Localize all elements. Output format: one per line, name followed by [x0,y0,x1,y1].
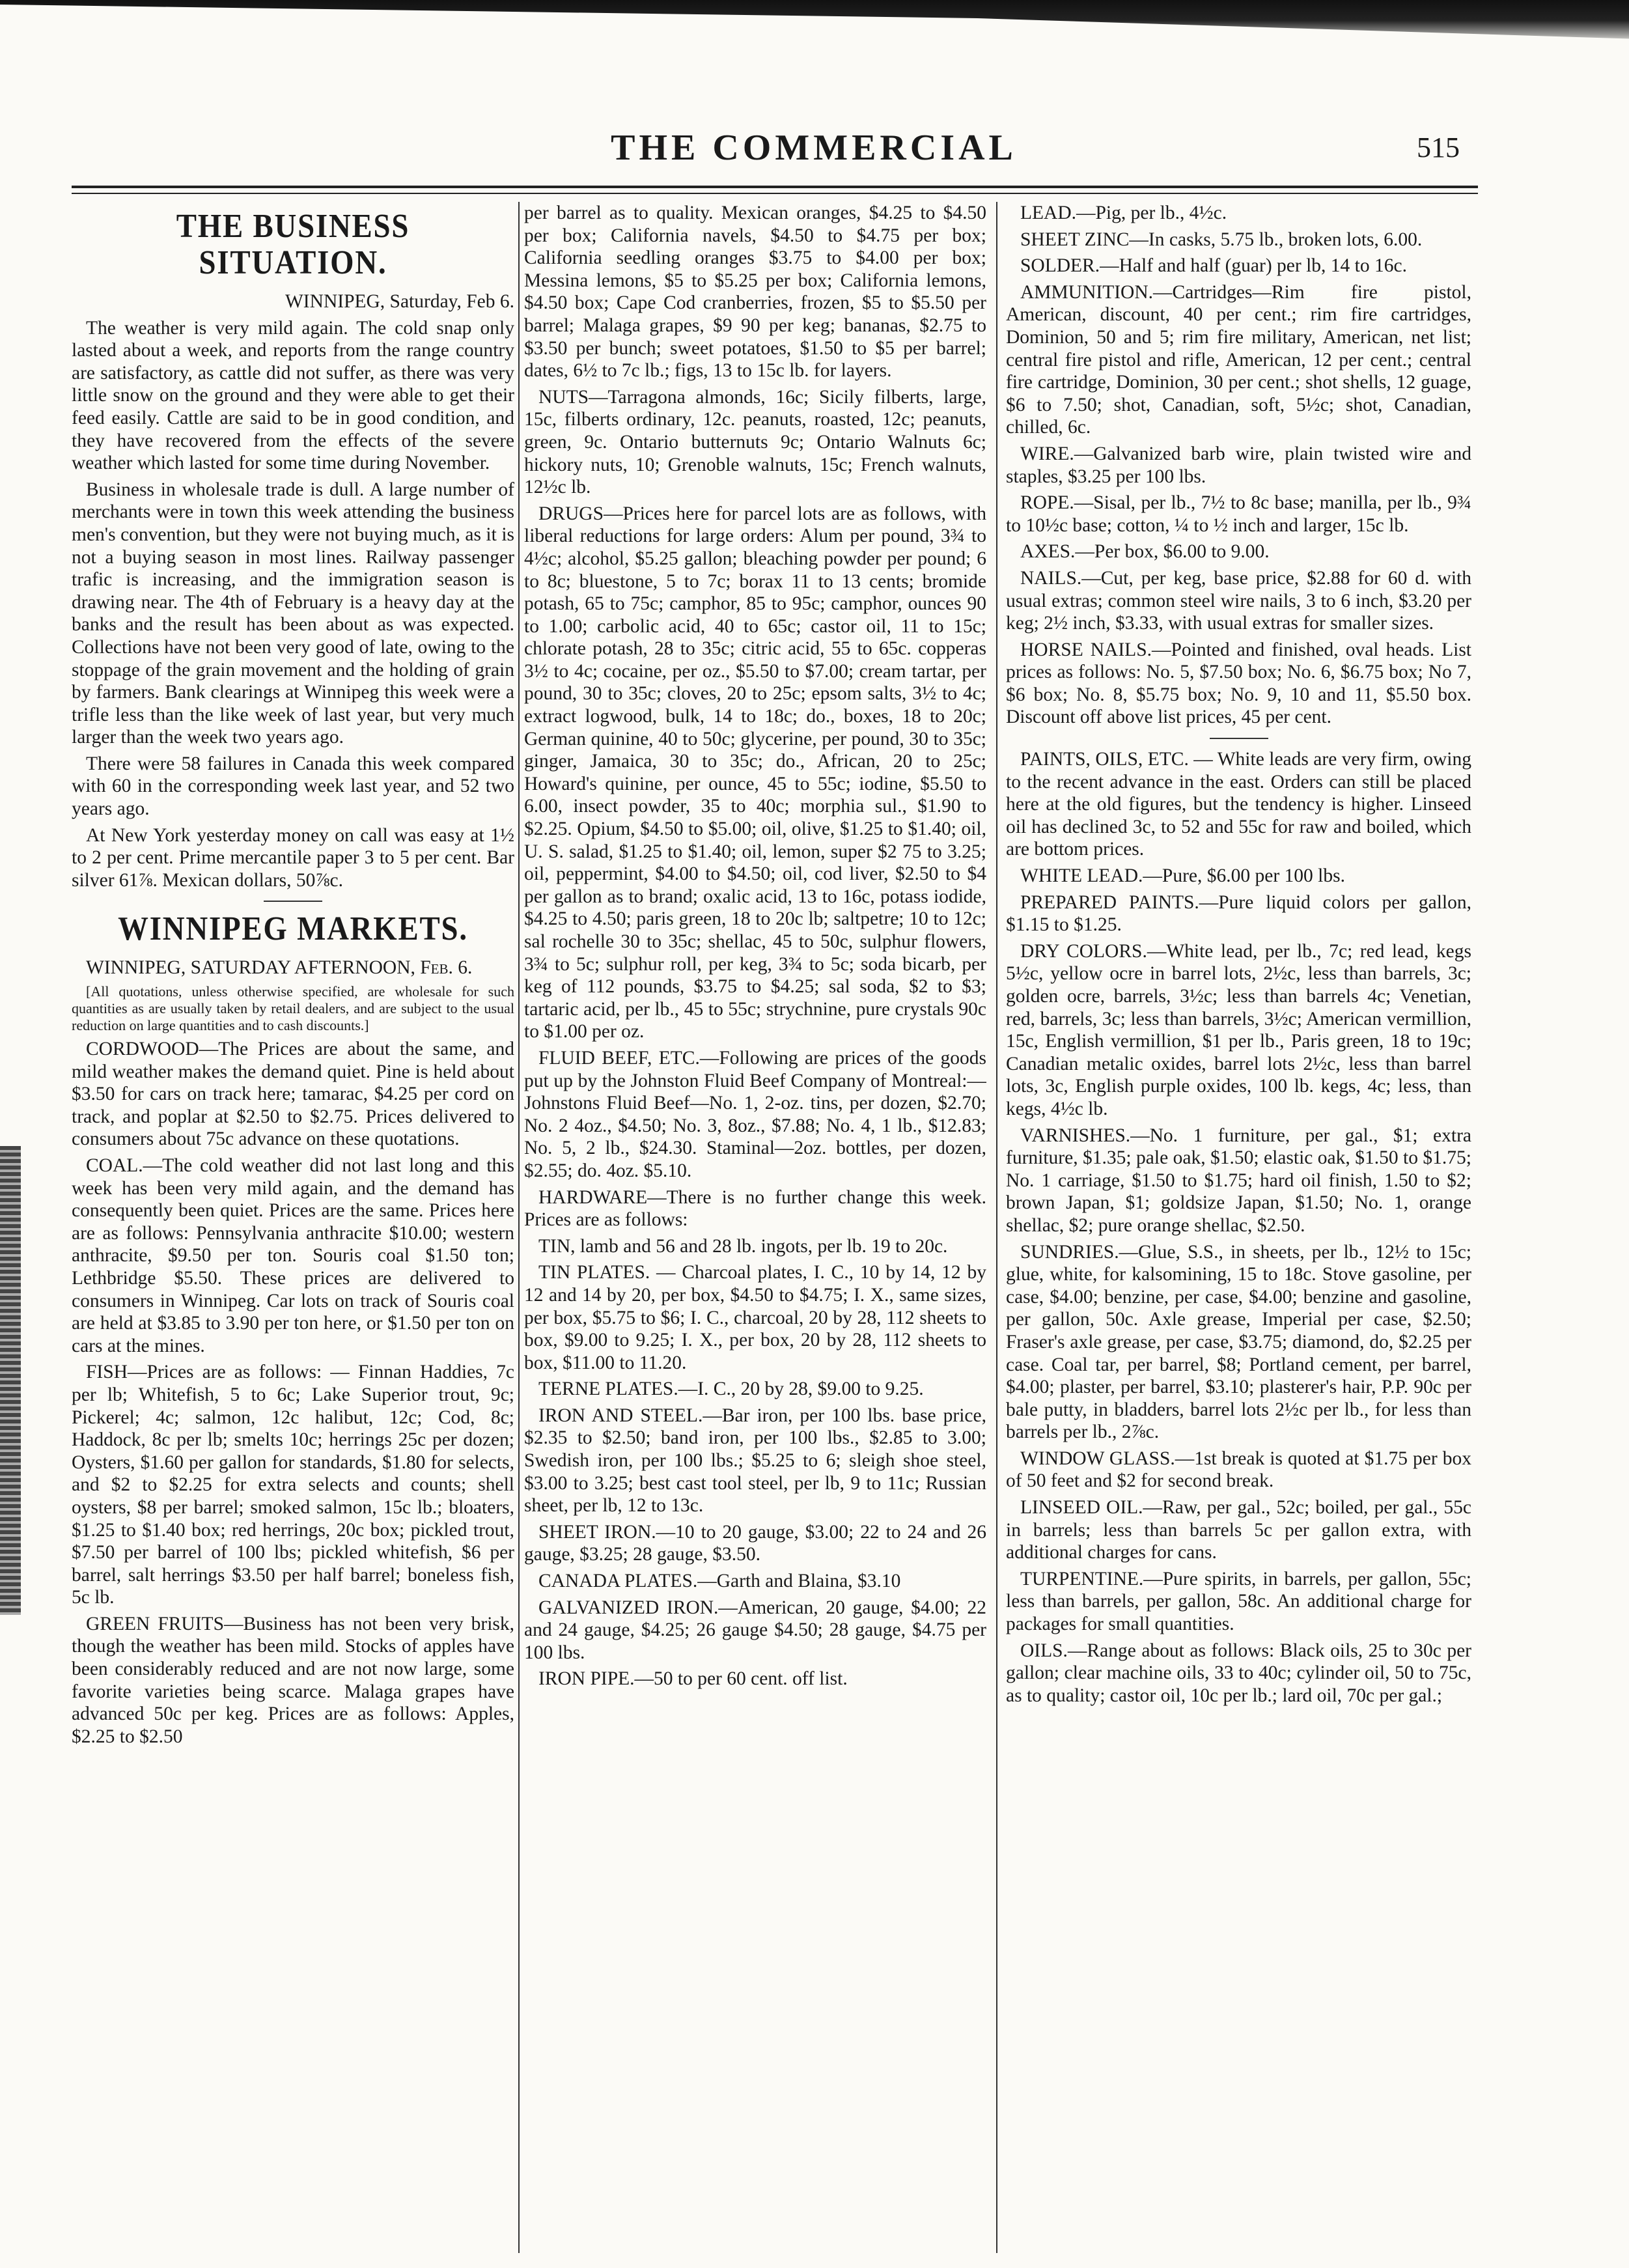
dateline: WINNIPEG, SATURDAY AFTERNOON, Feb. 6. [86,957,473,979]
paragraph: The weather is very mild again. The cold snap only lasted about a week, and reports from the range country are satisfactory, as cattle did not suffer, as there was very little snow on the ground and they were able to get their feed easily. Cattle are said to be in good condition, and they have recovered from the effects of the severe weather which lasted for some time during November. [72,317,514,474]
market-entry-window-glass: WINDOW GLASS.—1st break is quoted at $1.75 per box of 50 feet and $2 for second break. [1006,1448,1471,1492]
market-entry-tin: TIN, lamb and 56 and 28 lb. ingots, per lb. 19 to 20c. [538,1235,948,1257]
market-entry-iron-steel: IRON AND STEEL.—Bar iron, per 100 lbs. base price, $2.35 to $2.50; band iron, per 100 lbs., $2.85 to 3.00; Swedish iron, per 100 lbs.; $5.25 to 6; sleigh shoe steel, $3.00 to 3.25; best cast tool steel, per lb, 9 to 11c; Russian sheet, per lb, 12 to 13c. [524,1405,986,1517]
section-heading-business-situation: THE BUSINESS SITUATION. [176,208,410,281]
section-heading-winnipeg-markets: WINNIPEG MARKETS. [118,910,468,948]
market-entry-white-lead: WHITE LEAD.—Pure, $6.00 per 100 lbs. [1020,865,1345,887]
market-entry-solder: SOLDER.—Half and half (guar) per lb, 14 to 16c. [1020,255,1407,277]
market-entry-canada-plates: CANADA PLATES.—Garth and Blaina, $3.10 [538,1571,901,1592]
market-entry-hardware: HARDWARE—There is no further change this week. Prices are as follows: [524,1186,986,1231]
market-entry-lead: LEAD.—Pig, per lb., 4½c. [1020,203,1227,223]
market-entry-drugs: DRUGS—Prices here for parcel lots are as follows, with liberal reductions for large orders: Alum per pound, 3¾ to 4½c; alcohol, $5.25 gallon; bleaching powder per pound; 6 to 8c; bluestone, 5 to 7c; borax 11 to 13 cents; bromide potash, 65 to 75c; camphor, 85 to 95c; camphor, ounces 90 to 1.00; carbolic acid, 40 to 65c; castor oil, 11 to 15c; chlorate potash, 28 to 35c; citric acid, 55 to 65c. copperas 3½ to 4c; cocaine, per oz., $5.50 to $7.00; cream tartar, per pound, 30 to 35c; cloves, 20 to 25c; epsom salts, 3½ to 4c; extract logwood, bulk, 14 to 18c; do., boxes, 18 to 20c; German quinine, 40 to 50c; glycerine, per pound, 30 to 35c; ginger, Jamaica, 30 to 35c; do., African, 20 to 25c; Howard's quinine, per ounce, 45 to 55c; iodine, $5.50 to 6.00, insect powder, 35 to 40c; morphia sul., $1.90 to $2.25. Opium, $4.50 to $5.00; oil, olive, $1.25 to $1.40; oil, U. S. salad, $1.25 to $1.40; oil, lemon, super $2 75 to 3.25; oil, peppermint, $4.00 to $4.50; oil, cod liver, $2.50 to $4 per gallon as to brand; oxalic acid, 13 to 16c, potass iodide, $4.25 to 4.50; paris green, 18 to 20c lb; saltpetre; 10 to 12c; sal rochelle 30 to 35c; shellac, 45 to 50c, sulphur flowers, 3¾ to 5c; sulphur roll, per keg, 3¾ to 5c; soda bicarb, per keg of 112 pounds, $3.75 to $4.25; sal soda, $2 to $3; tartaric acid, per lb., 45 to 55c; strychnine, pure crystals 90c to $1.00 per oz. [524,503,986,1043]
market-entry-rope: ROPE.—Sisal, per lb., 7½ to 8c base; manilla, per lb., 9¾ to 10½c base; cotton, ¼ to ½ inch and larger, 15c lb. [1006,492,1471,536]
column-divider [996,202,997,2253]
market-entry-sundries: SUNDRIES.—Glue, S.S., in sheets, per lb., 12½ to 15c; glue, white, for kalsomining, 15 to 18c. Stove gasoline, per case, $4.00; benzine, per case, $4.00; benzine and gasoline, per gallon, 50c. Axle grease, Imperial per case, $2.50; Fraser's axle grease, per case, $3.75; diamond, do, $2.25 per case. Coal tar, per barrel, $8; Portland cement, per barrel, $4.00; plaster, per barrel, $3.10; plasterer's hair, P.P. 90c per bale putty, in bladders, barrel lots 2½c per lb., for less than barrels per lb., 2⅞c. [1006,1241,1471,1443]
market-entry-iron-pipe: IRON PIPE.—50 to per 60 cent. off list. [538,1668,848,1690]
market-entry-prepared-paints: PREPARED PAINTS.—Pure liquid colors per gallon, $1.15 to $1.25. [1006,891,1471,936]
market-entry-terne-plates: TERNE PLATES.—I. C., 20 by 28, $9.00 to 9.25. [538,1379,924,1400]
page-top-scan-edge [0,0,1629,46]
masthead-title: THE COMMERCIAL [611,128,1017,168]
market-entry-dry-colors: DRY COLORS.—White lead, per lb., 7c; red lead, kegs 5½c, yellow ocre in barrel lots, 2½c, less than barrels, 3c; golden ocre, barrels, 3½c; less than barrels 4c; Venetian, red, barrels, 3c; less than barrels, 3½c; American vermillion, 15c, English vermillion, $1 per lb., Paris green, 18 to 19c; Canadian metalic oxides, barrel lots 2½c, less than barrel lots, 3c, English purple oxides, 100 lb. kegs, 4c; less, than kegs, 4½c lb. [1006,940,1471,1119]
paragraph: There were 58 failures in Canada this week compared with 60 in the corresponding week last year, and 52 two years ago. [72,753,514,820]
market-entry-fish: FISH—Prices are as follows: — Finnan Haddies, 7c per lb; Whitefish, 5 to 6c; Lake Superior trout, 9c; Pickerel; 4c; salmon, 12c halibut, 12c; Cod, 8c; Haddock, 8c per lb; smelts 10c; herrings 25c per dozen; Oysters, $1.60 per gallon for standards, $1.80 for selects, and $2 to $2.25 for extra selects and counts; shell oysters, $8 per barrel; smoked salmon, 15c lb.; bloaters, $1.25 to $1.40 box; red herrings, 20c box; pickled trout, $7.50 per barrel of 100 lbs; pickled whitefish, $6 per barrel, salt herrings $3.50 per half barrel; boneless fish, 5c lb. [72,1362,514,1608]
market-entry-sheet-zinc: SHEET ZINC—In casks, 5.75 lb., broken lots, 6.00. [1020,229,1423,250]
market-entry-ammunition: AMMUNITION.—Cartridges—Rim fire pistol, American, discount, 40 per cent.; rim fire cartridges, Dominion, 50 and 5; rim fire military, American, net list; central fire pistol and rifle, American, 12 per cent.; central fire cartridge, Dominion, 30 per cent.; shot shells, 12 guage, $6 to 7.50; shot, Canadian, soft, 5½c; shot, Canadian, chilled, 6c. [1006,281,1471,438]
market-entry-tin-plates: TIN PLATES. — Charcoal plates, I. C., 10 by 14, 12 by 12 and 14 by 20, per box, $4.50 to $4.75; I. X., same sizes, per box, $5.75 to $6; I. C., charcoal, 20 by 28, 112 sheets to box, $9.00 to 9.25; I. X., per box, 20 by 28, 112 sheets to box, $11.00 to 11.20. [524,1262,986,1373]
divider [264,901,322,902]
column-1 [72,202,514,2253]
market-entry-varnishes: VARNISHES.—No. 1 furniture, per gal., $1; extra furniture, $1.35; pale oak, $1.50; elastic oak, $1.50 to $1.75; No. 1 carriage, $1.50 to $1.75; hard oil finish, 1.50 to $2; brown Japan, $1; goldsize Japan, $1.50; No. 1, orange shellac, $2; pure orange shellac, $2.50. [1006,1125,1471,1236]
market-entry-turpentine: TURPENTINE.—Pure spirits, in barrels, per gallon, 55c; less than barrels, per gallon, 58c. An additional charge for packages for small quantities. [1006,1568,1471,1635]
market-entry-nuts: NUTS—Tarragona almonds, 16c; Sicily filberts, large, 15c, filberts ordinary, 12c. peanuts, roasted, 12c; peanuts, green, 9c. Ontario butternuts 9c; Ontario Walnuts 6c; hickory nuts, 10; Grenoble walnuts, 15c; French walnuts, 12½c lb. [524,386,986,498]
column-2 [524,202,986,2253]
column-divider [518,202,520,2253]
paragraph: At New York yesterday money on call was easy at 1½ to 2 per cent. Prime mercantile paper 3 to 5 per cent. Bar silver 61⅞. Mexican dollars, 50⅞c. [72,824,514,891]
market-entry-nails: NAILS.—Cut, per keg, base price, $2.88 for 60 d. with usual extras; common steel wire nails, 3 to 6 inch, $3.20 per keg; 2½ inch, $3.33, with usual extras for smaller sizes. [1006,567,1471,634]
divider [1210,738,1268,739]
market-entry-paints: PAINTS, OILS, ETC. — White leads are very firm, owing to the recent advance in the east. Orders can still be placed here at the old figures, but the tendency is higher. Linseed oil has declined 3c, to 52 and 55c for raw and boiled, which are bottom prices. [1006,749,1471,860]
masthead [0,127,1629,173]
market-entry-sheet-iron: SHEET IRON.—10 to 20 gauge, $3.00; 22 to 24 and 26 gauge, $3.25; 28 gauge, $3.50. [524,1521,986,1565]
market-entry-coal: COAL.—The cold weather did not last long and this week has been very mild again, and the demand has consequently been quiet. Prices are the same. Prices here are as follows: Pennsylvania anthracite $10.00; western anthracite, $9.50 per ton. Souris coal $1.50 ton; Lethbridge $5.50. These prices are delivered to consumers in Winnipeg. Car lots on track of Souris coal are held at $3.85 to 3.90 per ton here, or $1.50 per ton on cars at the mines. [72,1155,514,1356]
market-entry-fruits-cont: per barrel as to quality. Mexican oranges, $4.25 to $4.50 per box; California navels, $4.50 to $4.75 per box; California seedling oranges $3.75 to $4.00 per box; Messina lemons, $5 to $5.25 per box; California lemons, $4.50 box; Cape Cod cranberries, frozen, $5 to $5.50 per barrel; Malaga grapes, $9 90 per keg; bananas, $2.75 to $3.50 per bunch; sweet potatoes, $1.50 to $5 per barrel; dates, 6½ to 7c lb.; figs, 13 to 15c lb. for layers. [524,203,986,382]
paragraph: Business in wholesale trade is dull. A large number of merchants were in town this week attending the business men's convention, but they were not buying much, as it is not a buying season in most lines. Railway passenger trafic is increasing, and the immigration season is drawing near. The 4th of February is a heavy day at the banks and the result has been about as was expected. Collections have not been very good of late, owing to the stoppage of the grain movement and the holding of grain by farmers. Bank clearings at Winnipeg this week were a trifle less than the like week of last year, but very much larger than the week two years ago. [72,479,514,748]
masthead-rule-thin [72,193,1478,194]
market-entry-oils: OILS.—Range about as follows: Black oils, 25 to 30c per gallon; clear machine oils, 33 to 40c; cylinder oil, 50 to 75c, as to quality; castor oil, 10c per lb.; lard oil, 70c per gal.; [1006,1640,1471,1706]
page-number: 515 [1417,132,1460,163]
market-entry-green-fruits: GREEN FRUITS—Business has not been very brisk, though the weather has been mild. Stocks of apples have been considerably reduced and are not now large, some favorite varieties being scarce. Malaga grapes have advanced 50c per keg. Prices are as follows: Apples, $2.25 to $2.50 [72,1613,514,1747]
market-entry-galvanized-iron: GALVANIZED IRON.—American, 20 gauge, $4.00; 22 and 24 gauge, $4.25; 26 gauge $4.50; 28 gauge, $4.75 per 100 lbs. [524,1597,986,1663]
market-entry-cordwood: CORDWOOD—The Prices are about the same, and mild weather makes the demand quiet. Pine is held about $3.50 for cars on track here; tamarac, $4.25 per cord on track, and poplar at $2.50 to $2.75. Prices delivered to consumers about 75c advance on these quotations. [72,1039,514,1150]
market-entry-fluid-beef: FLUID BEEF, ETC.—Following are prices of the goods put up by the Johnston Fluid Beef Company of Montreal:—Johnstons Fluid Beef—No. 1, 2-oz. tins, per dozen, $2.70; No. 2 4oz., $4.50; No. 3, 8oz., $7.88; No. 4, 1 lb., $12.83; No. 5, 2 lb., $24.30. Staminal—2oz. bottles, per dozen, $2.55; do. 4oz. $5.10. [524,1047,986,1181]
masthead-rule [72,186,1478,188]
market-entry-linseed-oil: LINSEED OIL.—Raw, per gal., 52c; boiled, per gal., 55c in barrels; less than barrels 5c per gallon extra, with additional charges for cans. [1006,1497,1471,1563]
column-3 [1006,202,1471,2253]
dateline: WINNIPEG, Saturday, Feb 6. [285,291,514,312]
binding-strip [0,1146,21,1615]
market-entry-axes: AXES.—Per box, $6.00 to 9.00. [1020,541,1270,563]
market-entry-horse-nails: HORSE NAILS.—Pointed and finished, oval heads. List prices as follows: No. 5, $7.50 box; No. 6, $6.75 box; No 7, $6 box; No. 8, $5.75 box; No. 9, 10 and 11, $5.50 box. Discount off above list prices, 45 per cent. [1006,639,1471,728]
quotation-note: [All quotations, unless otherwise specified, are wholesale for such quantities as are usually taken by retail dealers, and are subject to the usual reduction on large quantities and to cash discounts.] [72,983,514,1034]
market-entry-wire: WIRE.—Galvanized barb wire, plain twisted wire and staples, $3.25 per 100 lbs. [1006,443,1471,487]
